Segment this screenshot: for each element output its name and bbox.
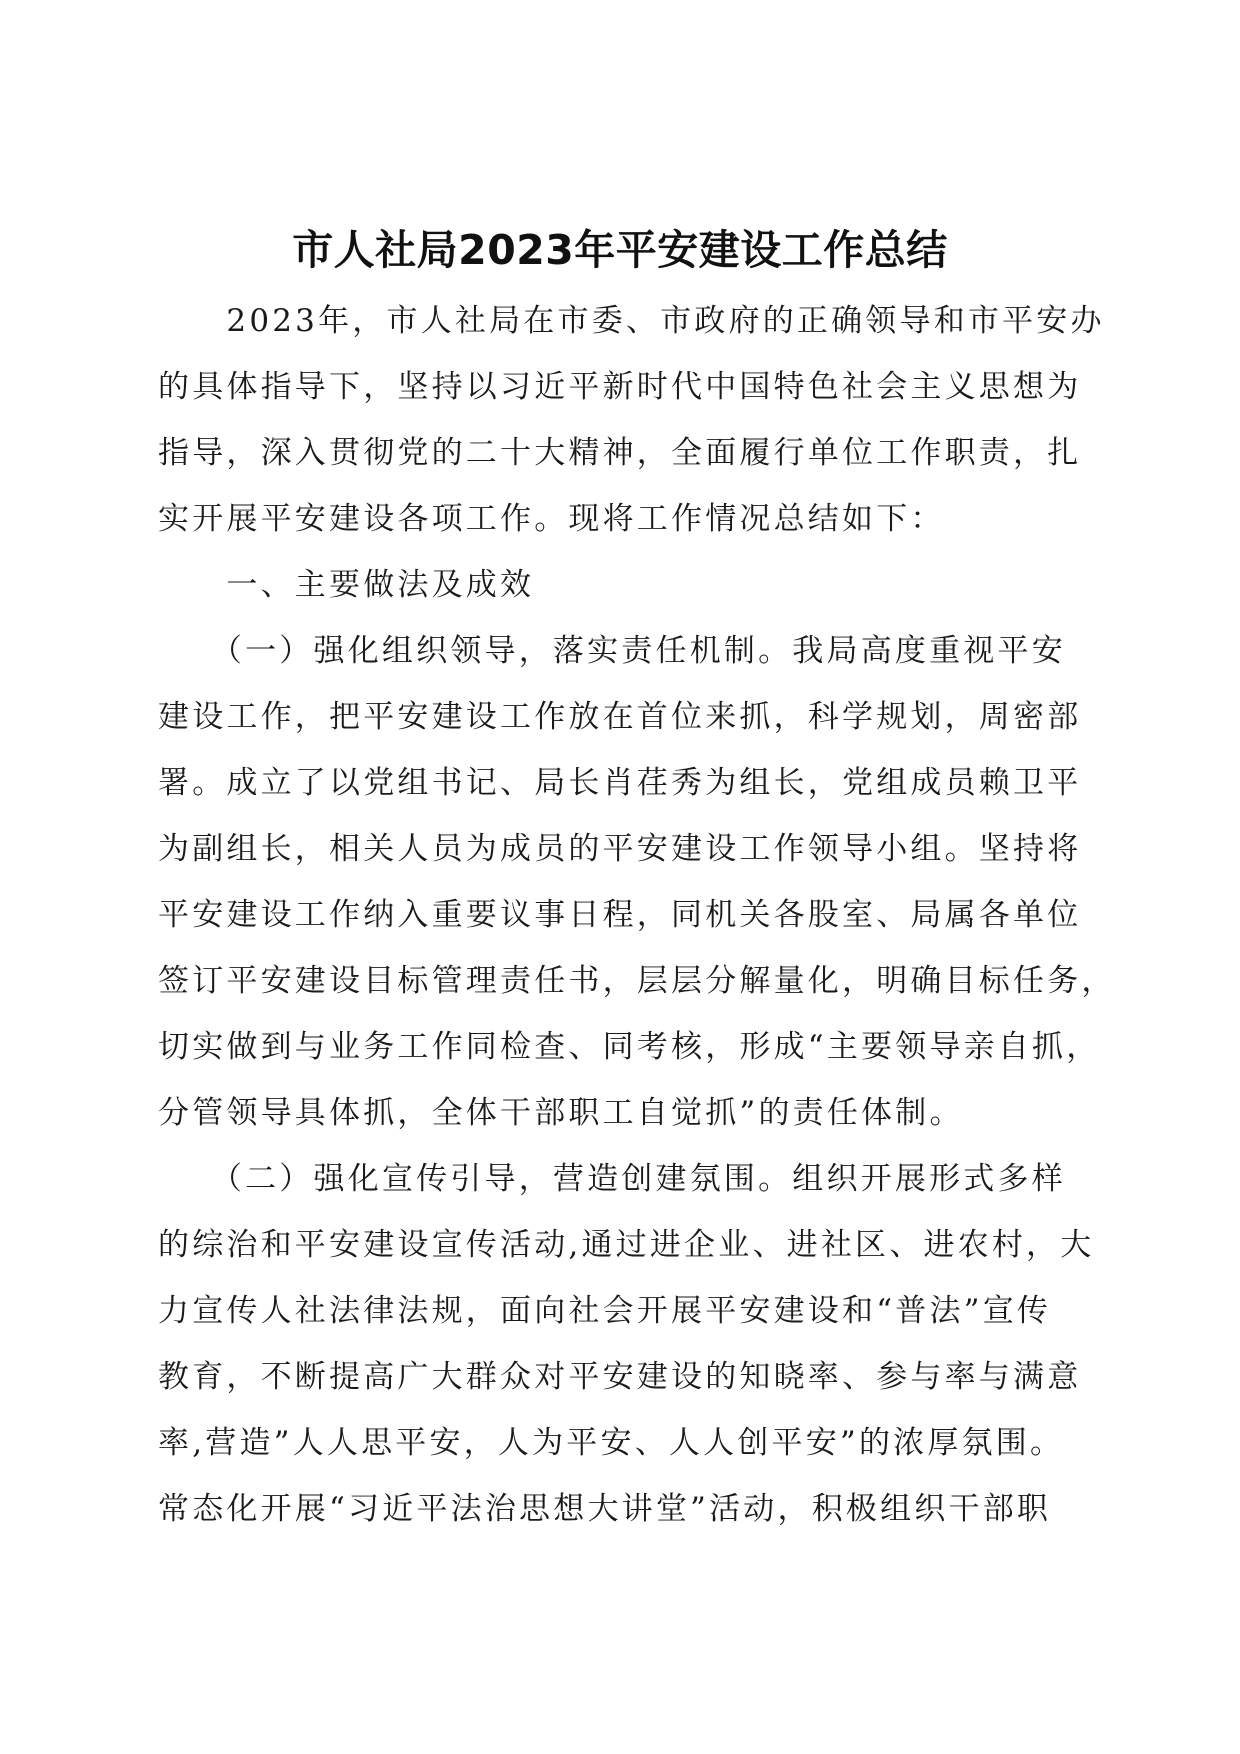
section-heading-1: 一、主要做法及成效 [158,567,535,603]
body-line-6: （一）强化组织领导，落实责任机制。我局高度重视平安 [158,633,1066,669]
body-line-18: 率,营造”人人思平安，人为平安、人人创平安”的浓厚氛围。 [158,1425,1065,1461]
body-line-15: 的综治和平安建设宣传活动,通过进企业、进社区、进农村，大 [158,1227,1095,1263]
body-line-12: 切实做到与业务工作同检查、同考核，形成“主要领导亲自抓， [158,1029,1101,1065]
document-body [158,288,1116,1542]
body-line-13: 分管领导具体抓，全体干部职工自觉抓”的责任体制。 [158,1095,964,1131]
body-line-11: 签订平安建设目标管理责任书，层层分解量化，明确目标任务， [158,963,1116,999]
body-line-2: 的具体指导下，坚持以习近平新时代中国特色社会主义思想为 [158,369,1082,405]
body-line-8: 署。成立了以党组书记、局长肖荏秀为组长，党组成员赖卫平 [158,765,1082,801]
body-line-10: 平安建设工作纳入重要议事日程，同机关各股室、局属各单位 [158,897,1082,933]
body-line-16: 力宣传人社法律法规，面向社会开展平安建设和“普法”宣传 [158,1293,1052,1329]
body-line-3: 指导，深入贯彻党的二十大精神，全面履行单位工作职责，扎 [158,435,1082,471]
document-title: 市人社局2023年平安建设工作总结 [292,226,948,274]
body-line-19: 常态化开展“习近平法治思想大讲堂”活动，积极组织干部职 [158,1491,1052,1527]
body-line-7: 建设工作，把平安建设工作放在首位来抓，科学规划，周密部 [158,699,1082,735]
body-line-9: 为副组长，相关人员为成员的平安建设工作领导小组。坚持将 [158,831,1082,867]
body-line-14: （二）强化宣传引导，营造创建氛围。组织开展形式多样 [158,1161,1066,1197]
body-line-4: 实开展平安建设各项工作。现将工作情况总结如下： [158,501,945,537]
body-line-1: 2023年，市人社局在市委、市政府的正确领导和市平安办 [158,303,1105,339]
body-line-17: 教育，不断提高广大群众对平安建设的知晓率、参与率与满意 [158,1359,1082,1395]
